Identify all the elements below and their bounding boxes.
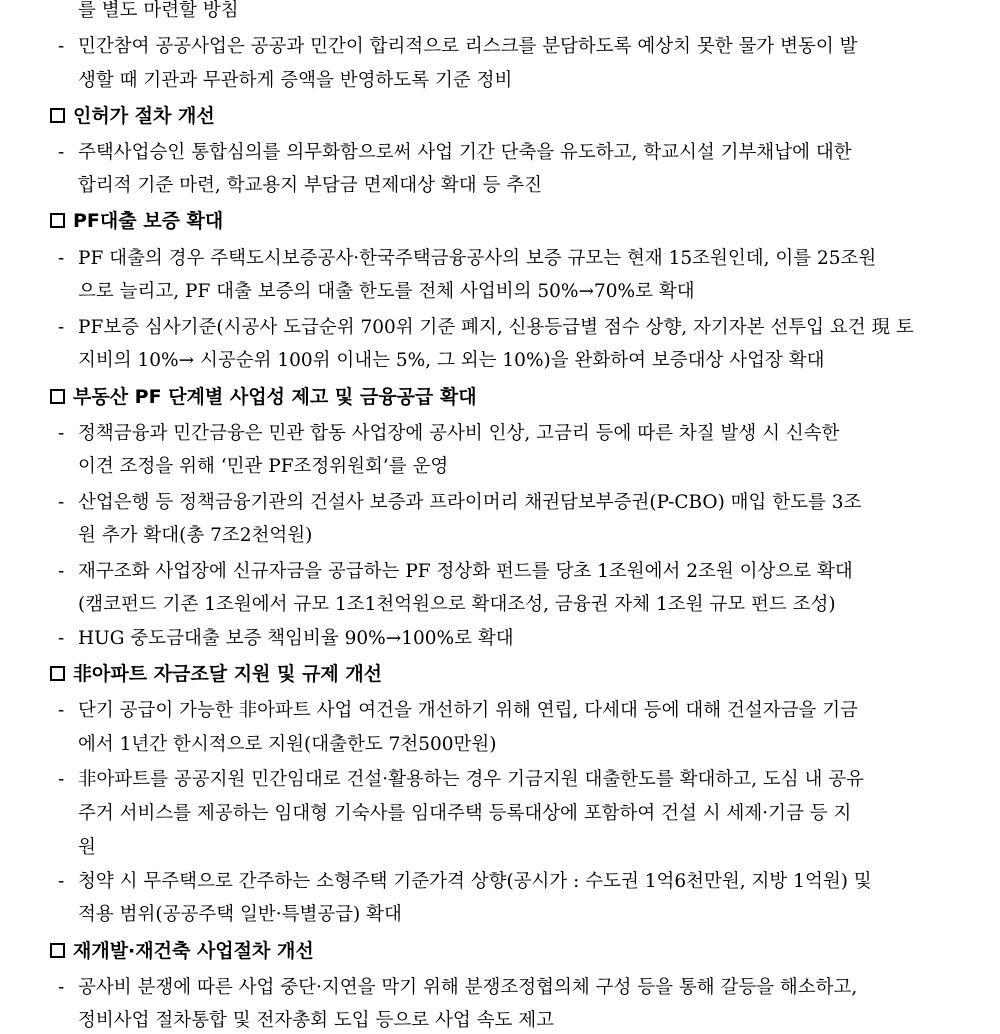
section-heading-text: 재개발·재건축 사업절차 개선	[73, 940, 314, 962]
bullet-item	[58, 768, 864, 792]
bullet-item	[58, 35, 858, 59]
bullet-item	[58, 247, 876, 271]
bullet-text: 으로 늘리고, PF 대출 보증의 대출 한도를 전체 사업비의 50%→70%로 확대	[78, 281, 695, 302]
bullet-continuation	[78, 593, 836, 617]
bullet-text: PF보증 심사기준(시공사 도급순위 700위 기준 폐지, 신용등급별 점수 상향, 자기자본 선투입 요건 現 토	[78, 317, 914, 338]
section-heading-text: 非아파트 자금조달 지원 및 규제 개선	[73, 663, 383, 685]
bullet-text: 민간참여 공공사업은 공공과 민간이 합리적으로 리스크를 분담하도록 예상치 못한 물가 변동이 발	[78, 36, 858, 57]
bullet-text: 원 추가 확대(총 7조2천억원)	[78, 525, 313, 546]
dash-marker: -	[58, 628, 65, 649]
bullet-item	[58, 141, 852, 165]
bullet-text: 지비의 10%→ 시공순위 100위 이내는 5%, 그 외는 10%)을 완화하여 보증대상 사업장 확대	[78, 350, 825, 371]
section-heading	[50, 385, 477, 409]
bullet-text: 적용 범위(공공주택 일반·특별공급) 확대	[78, 904, 402, 925]
bullet-continuation	[78, 733, 497, 757]
bullet-text: 원	[78, 837, 96, 858]
bullet-text: 청약 시 무주택으로 간주하는 소형주택 기준가격 상향(공시가 : 수도권 1억6천만원, 지방 1억원) 및	[78, 871, 872, 892]
dash-marker: -	[58, 700, 65, 721]
section-heading	[50, 939, 314, 963]
bullet-item	[58, 491, 861, 515]
dash-marker: -	[58, 248, 65, 269]
bullet-item	[58, 422, 839, 446]
bullet-text: 생할 때 기관과 무관하게 증액을 반영하도록 기준 정비	[78, 70, 513, 91]
dash-marker: -	[58, 769, 65, 790]
dash-marker: -	[58, 492, 65, 513]
bullet-text: 주택사업승인 통합심의를 의무화함으로써 사업 기간 단축을 유도하고, 학교시설 기부채납에 대한	[78, 142, 852, 163]
bullet-text: 정비사업 절차통합 및 전자총회 도입 등으로 사업 속도 제고	[78, 1010, 554, 1031]
bullet-item	[58, 627, 514, 651]
dash-marker: -	[58, 142, 65, 163]
bullet-text: 정책금융과 민간금융은 민관 합동 사업장에 공사비 인상, 고금리 등에 따른 차질 발생 시 신속한	[78, 423, 840, 444]
checkbox-square-icon	[50, 213, 65, 228]
section-heading-text: PF대출 보증 확대	[73, 210, 224, 232]
bullet-item	[58, 976, 857, 1000]
dash-marker: -	[58, 561, 65, 582]
dash-marker: -	[58, 871, 65, 892]
bullet-continuation	[78, 1009, 554, 1033]
bullet-continuation	[78, 455, 448, 479]
bullet-text: 합리적 기준 마련, 학교용지 부담금 면제대상 확대 등 추진	[78, 175, 542, 196]
checkbox-square-icon	[50, 108, 65, 123]
section-heading	[50, 104, 215, 128]
section-heading-text: 인허가 절차 개선	[73, 105, 215, 127]
bullet-continuation	[78, 174, 542, 198]
bullet-text: (캠코펀드 기존 1조원에서 규모 1조1천억원으로 확대조성, 금융권 자체 1조원 규모 펀드 조성)	[78, 594, 836, 615]
bullet-item	[58, 699, 858, 723]
bullet-text: 공사비 분쟁에 따른 사업 중단·지연을 막기 위해 분쟁조정협의체 구성 등을 통해 갈등을 해소하고,	[78, 977, 858, 998]
bullet-continuation	[78, 524, 312, 548]
dash-marker: -	[58, 977, 65, 998]
bullet-continuation	[78, 903, 402, 927]
bullet-text: 단기 공급이 가능한 非아파트 사업 여건을 개선하기 위해 연립, 다세대 등에 대해 건설자금을 기금	[78, 700, 858, 721]
bullet-text: 산업은행 등 정책금융기관의 건설사 보증과 프라이머리 채권담보부증권(P-CBO) 매입 한도를 3조	[78, 492, 862, 513]
bullet-item	[58, 560, 853, 584]
checkbox-square-icon	[50, 943, 65, 958]
bullet-continuation	[78, 802, 851, 826]
bullet-text: 재구조화 사업장에 신규자금을 공급하는 PF 정상화 펀드를 당초 1조원에서 2조원 이상으로 확대	[78, 561, 853, 582]
dash-marker: -	[58, 423, 65, 444]
bullet-item	[58, 870, 872, 894]
bullet-text: 주거 서비스를 제공하는 임대형 기숙사를 임대주택 등록대상에 포함하여 건설 시 세제·기금 등 지	[78, 803, 852, 824]
bullet-text: HUG 중도금대출 보증 책임비율 90%→100%로 확대	[78, 628, 514, 649]
dash-marker: -	[58, 36, 65, 57]
bullet-continuation	[78, 349, 824, 373]
section-heading	[50, 209, 223, 233]
continuation-line: 를 별도 마련할 방침	[78, 0, 239, 21]
bullet-item	[58, 316, 914, 340]
bullet-text: 이견 조정을 위해 ‘민관 PF조정위원회’를 운영	[78, 456, 449, 477]
bullet-continuation	[78, 69, 512, 93]
bullet-continuation	[78, 280, 695, 304]
checkbox-square-icon	[50, 389, 65, 404]
bullet-text: 에서 1년간 한시적으로 지원(대출한도 7천500만원)	[78, 734, 497, 755]
bullet-text: 非아파트를 공공지원 민간임대로 건설·활용하는 경우 기금지원 대출한도를 확대하고, 도심 내 공유	[78, 769, 865, 790]
bullet-text: PF 대출의 경우 주택도시보증공사·한국주택금융공사의 보증 규모는 현재 15조원인데, 이를 25조원	[78, 248, 877, 269]
section-heading	[50, 662, 382, 686]
section-heading-text: 부동산 PF 단계별 사업성 제고 및 금융공급 확대	[73, 386, 477, 408]
checkbox-square-icon	[50, 666, 65, 681]
dash-marker: -	[58, 317, 65, 338]
bullet-continuation	[78, 836, 96, 860]
